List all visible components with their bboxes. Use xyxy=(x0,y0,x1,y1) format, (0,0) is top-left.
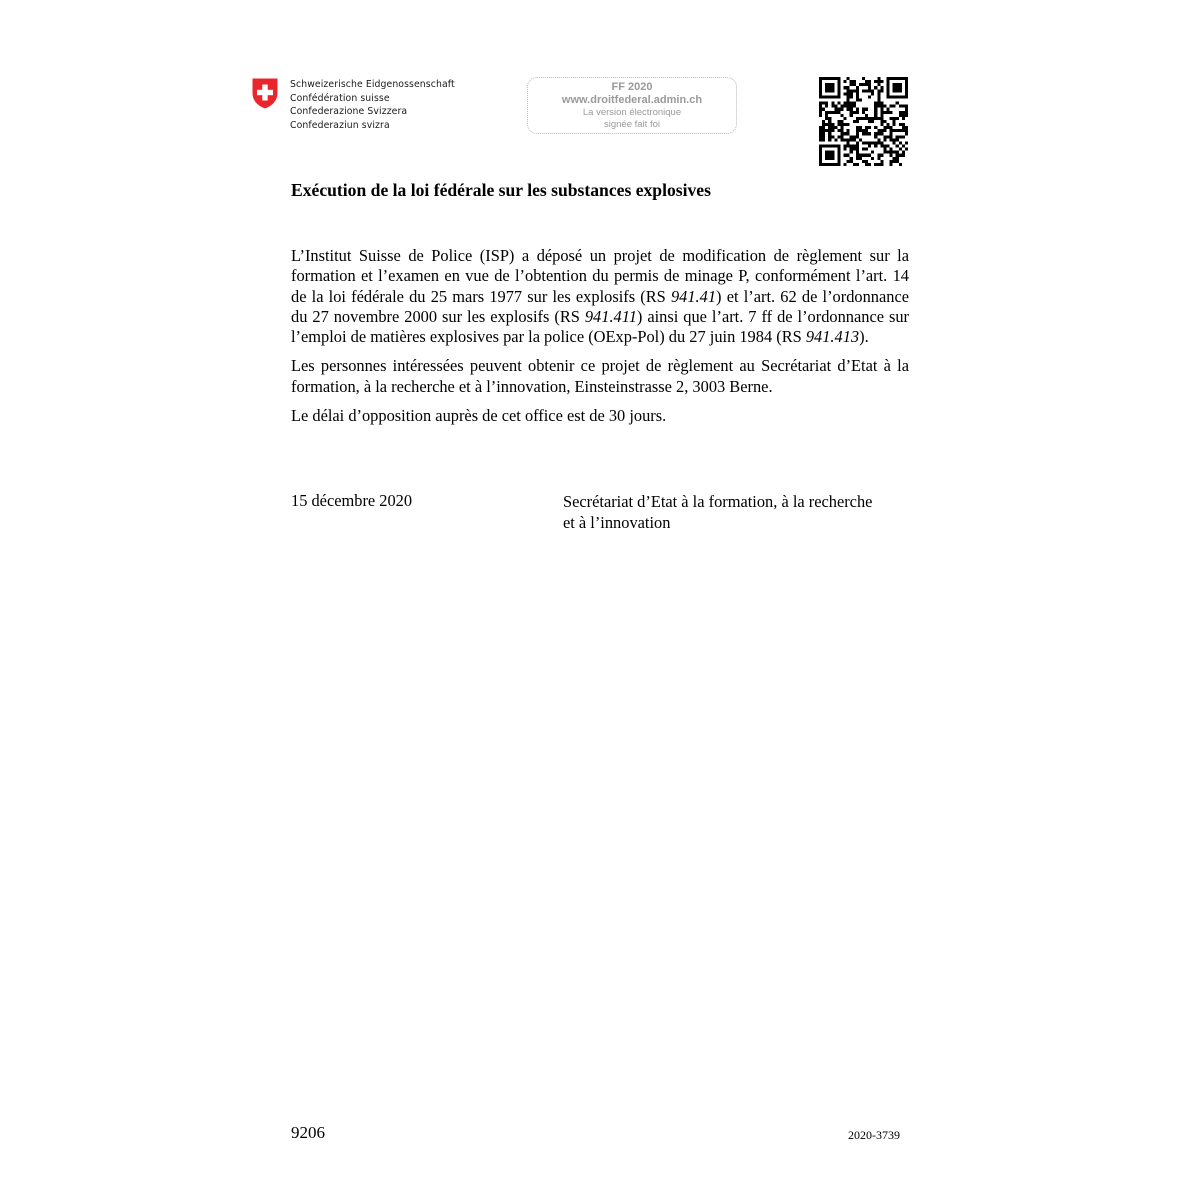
authority-line-it: Confederazione Svizzera xyxy=(290,106,408,118)
stamp-website: www.droitfederal.admin.ch xyxy=(561,94,703,106)
signer-line-2: et à l’innovation xyxy=(563,513,671,532)
document-number: 2020-3739 xyxy=(848,1128,900,1142)
paragraph-1-text-d: ). xyxy=(859,327,869,347)
authority-line-fr: Confédération suisse xyxy=(290,92,390,104)
signing-authority xyxy=(563,491,913,533)
paragraph-2: Les personnes intéressées peuvent obtenir ce projet de règlement au Secrétariat d’Etat à la formation, à la recherche et à l’innovation, Einsteinstrasse 2, 3003 Berne. xyxy=(291,356,909,396)
paragraph-1-text-c: ) ainsi que l’art. 7 ff de l’ordonnance sur l’emploi de matières explosives par la police (OExp-Pol) du 27 juin 1984 (RS xyxy=(291,306,910,347)
signer-line-1: Secrétariat d’Etat à la formation, à la recherche xyxy=(563,492,873,511)
qr-code-icon xyxy=(819,77,908,166)
paragraph-1-text-a: L’Institut Suisse de Police (ISP) a déposé un projet de modification de règlement sur la formation et l’examen en vue de l’obtention du permis de minage P, conformément l’art. 14 de la loi fédérale du 25 mars 1977 sur les explosifs (RS xyxy=(291,246,909,306)
document-body xyxy=(291,246,909,435)
document-title: Exécution de la loi fédérale sur les substances explosives xyxy=(291,180,711,200)
rs-reference-2: 941.411 xyxy=(584,306,637,326)
paragraph-1 xyxy=(291,246,909,347)
stamp-note-2: signée fait foi xyxy=(604,118,660,130)
stamp-collection: FF 2020 xyxy=(611,81,653,93)
document-date: 15 décembre 2020 xyxy=(291,491,413,510)
swiss-crest-icon xyxy=(251,77,279,110)
paragraph-1-text-b: ) et l’art. 62 de l’ordonnance du 27 novembre 2000 sur les explosifs (RS xyxy=(291,286,909,326)
official-publication-stamp xyxy=(527,77,737,134)
stamp-note-1: La version électronique xyxy=(582,107,682,118)
paragraph-3: Le délai d’opposition auprès de cet office est de 30 jours. xyxy=(291,406,667,426)
page-number: 9206 xyxy=(291,1123,325,1142)
authority-name xyxy=(290,78,455,132)
rs-reference-3: 941.413 xyxy=(805,327,860,347)
authority-line-rm: Confederaziun svizra xyxy=(290,119,390,131)
authority-line-de: Schweizerische Eidgenossenschaft xyxy=(290,79,455,90)
rs-reference-1: 941.41 xyxy=(670,286,717,306)
